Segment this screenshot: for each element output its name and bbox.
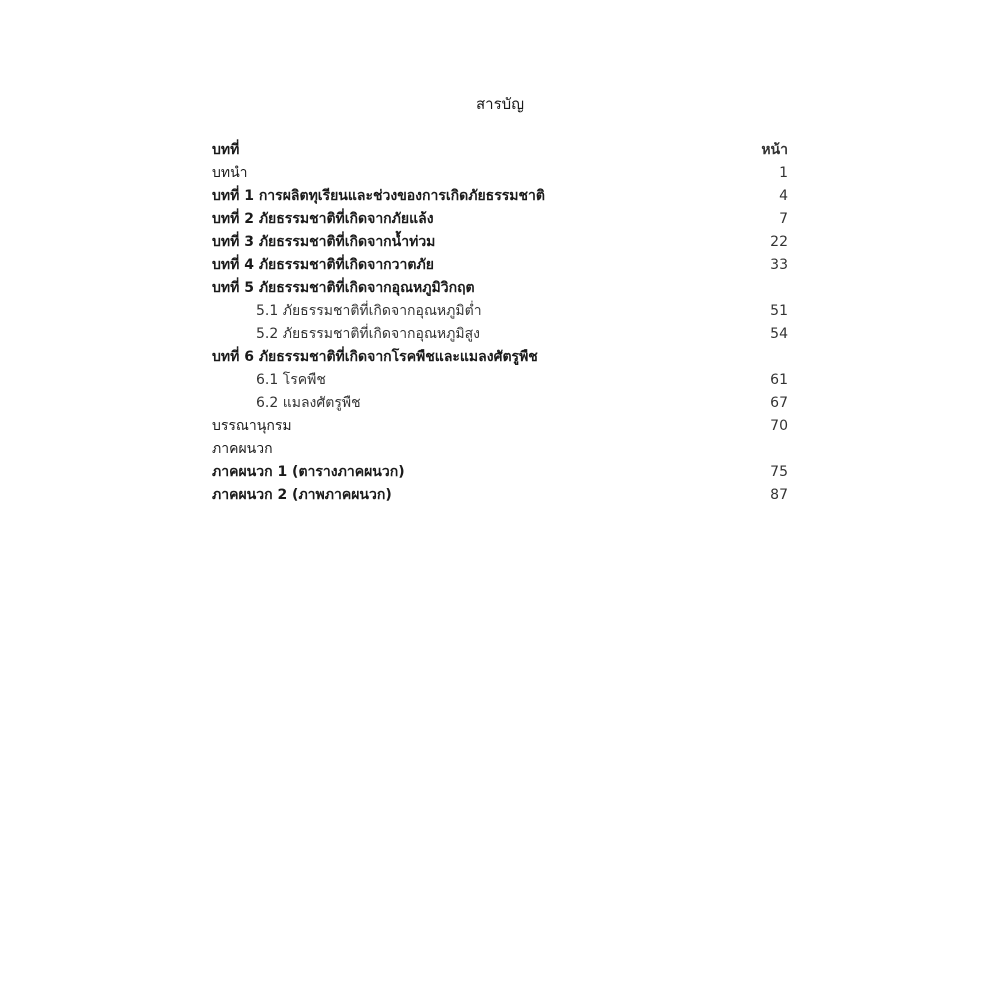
toc-entry-section-5-2: [212, 324, 788, 347]
toc-entry-label: 5.1 ภัยธรรมชาติที่เกิดจากอุณหภูมิต่ำ: [256, 303, 482, 319]
toc-entry-chapter-4: [212, 255, 788, 278]
toc-entry-chapter-3: [212, 232, 788, 255]
toc-entry-page: 4: [779, 188, 788, 204]
toc-entry-label: บทที่ 1 การผลิตทุเรียนและช่วงของการเกิดภัยธรรมชาติ: [212, 188, 545, 204]
toc-entry-page: 1: [779, 165, 788, 181]
toc-entry-label: ภาคผนวก: [212, 441, 273, 457]
toc-entry-introduction: [212, 163, 788, 186]
toc-entry-label: บทที่ 3 ภัยธรรมชาติที่เกิดจากน้ำท่วม: [212, 234, 436, 250]
toc-entry-page: 61: [770, 372, 788, 388]
toc-entry-label: บทที่ 2 ภัยธรรมชาติที่เกิดจากภัยแล้ง: [212, 211, 434, 227]
toc-entry-label: 6.2 แมลงศัตรูพืช: [256, 395, 361, 411]
toc-entry-label: บทที่ 6 ภัยธรรมชาติที่เกิดจากโรคพืชและแมลงศัตรูพืช: [212, 349, 538, 365]
toc-entry-appendix: [212, 439, 788, 462]
toc-entry-chapter-6: [212, 347, 788, 370]
toc-entry-section-5-1: [212, 301, 788, 324]
toc-entry-chapter-1: [212, 186, 788, 209]
toc-entry-label: 6.1 โรคพืช: [256, 372, 326, 388]
toc-entry-appendix-2: [212, 485, 788, 508]
toc-entry-bibliography: [212, 416, 788, 439]
chapter-column-header: บทที่: [212, 142, 240, 158]
toc-entry-label: บทที่ 4 ภัยธรรมชาติที่เกิดจากวาตภัย: [212, 257, 434, 273]
toc-entry-page: 87: [770, 487, 788, 503]
toc-entry-page: 33: [770, 257, 788, 273]
toc-entry-page: 51: [770, 303, 788, 319]
toc-entry-label: ภาคผนวก 2 (ภาพภาคผนวก): [212, 487, 392, 503]
toc-entry-page: 54: [770, 326, 788, 342]
toc-entry-label: ภาคผนวก 1 (ตารางภาคผนวก): [212, 464, 405, 480]
toc-header: [212, 140, 788, 163]
toc-entry-label: 5.2 ภัยธรรมชาติที่เกิดจากอุณหภูมิสูง: [256, 326, 480, 342]
toc-entry-page: 22: [770, 234, 788, 250]
toc-entry-label: บทนำ: [212, 165, 248, 181]
page-column-header: หน้า: [761, 142, 788, 158]
toc-entry-appendix-1: [212, 462, 788, 485]
toc-entry-section-6-1: [212, 370, 788, 393]
toc-entry-chapter-5: [212, 278, 788, 301]
table-of-contents: [212, 140, 788, 508]
toc-entry-page: 75: [770, 464, 788, 480]
toc-entry-label: บรรณานุกรม: [212, 418, 292, 434]
toc-entry-page: 70: [770, 418, 788, 434]
toc-entry-chapter-2: [212, 209, 788, 232]
toc-entry-section-6-2: [212, 393, 788, 416]
toc-entry-label: บทที่ 5 ภัยธรรมชาติที่เกิดจากอุณหภูมิวิกฤต: [212, 280, 475, 296]
toc-entry-page: 7: [779, 211, 788, 227]
page-title: สารบัญ: [476, 95, 524, 113]
toc-entry-page: 67: [770, 395, 788, 411]
